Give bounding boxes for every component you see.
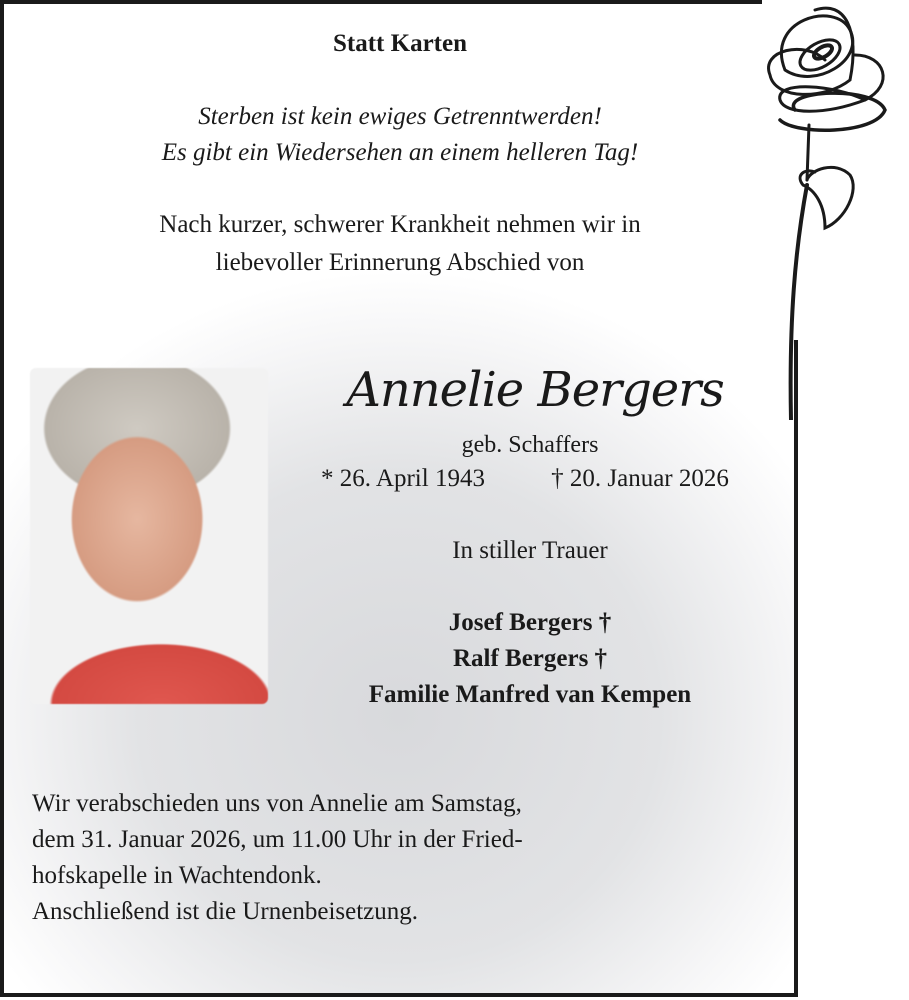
header-title: Statt Karten	[333, 30, 467, 57]
border-right	[794, 340, 798, 997]
quote-line: Es gibt ein Wiedersehen an einem helleren Tag!	[161, 139, 639, 166]
mourner: Familie Manfred van Kempen	[368, 681, 692, 708]
birth-date: * 26. April 1943	[321, 465, 485, 492]
birth-name: geb. Schaffers	[461, 432, 599, 458]
deceased-name: Annelie Bergers	[346, 362, 724, 418]
mourner: Josef Bergers †	[448, 609, 612, 636]
service-line: Wir verabschieden uns von Annelie am Samstag,	[32, 790, 522, 817]
portrait-photo	[30, 368, 268, 704]
service-line: hofskapelle in Wachtendonk.	[32, 862, 322, 889]
intro-line: Nach kurzer, schwerer Krankheit nehmen wir in	[159, 211, 641, 238]
border-bottom	[0, 993, 798, 997]
mourning-label: In stiller Trauer	[452, 537, 608, 564]
death-date: † 20. Januar 2026	[551, 465, 729, 492]
quote-line: Sterben ist kein ewiges Getrenntwerden!	[198, 103, 602, 130]
service-line: dem 31. Januar 2026, um 11.00 Uhr in der Fried-	[32, 826, 523, 853]
intro-line: liebevoller Erinnerung Abschied von	[215, 249, 585, 276]
border-top	[0, 0, 762, 4]
mourner: Ralf Bergers †	[452, 645, 608, 672]
service-line: Anschließend ist die Urnenbeisetzung.	[32, 898, 419, 925]
border-left	[0, 0, 4, 997]
